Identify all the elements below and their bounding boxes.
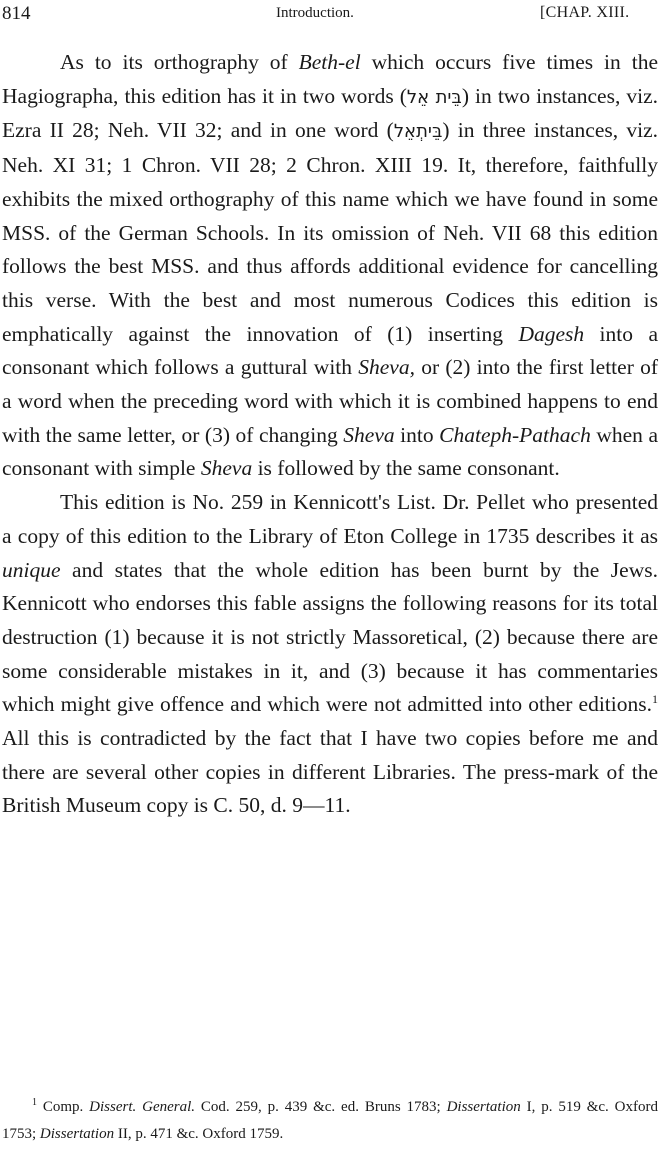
footnote-reference[interactable]: 1 bbox=[652, 692, 658, 707]
italic-term: Sheva bbox=[343, 422, 395, 447]
italic-term: Sheva, bbox=[358, 355, 415, 380]
italic-term: Sheva bbox=[200, 456, 253, 481]
hebrew-text: בֵּיתְאֵל bbox=[393, 121, 443, 143]
chapter-label: [CHAP. XIII. bbox=[540, 4, 630, 21]
running-title: Introduction. bbox=[276, 5, 354, 21]
page-number: 814 bbox=[2, 3, 31, 24]
footnote-marker: 1 bbox=[32, 1097, 37, 1108]
paragraph-kennicott: This edition is No. 259 in Kennicott's List. Dr. Pellet who presented a copy of this edition to the Library of Eton College in 1735 describes it as unique and states that the whole edition has been burnt by the Jews. Kennicott who endorses this fable assigns the following reasons for its total destruction (1) because it is not strictly Massoretical, (2) because there are some considerable mistakes in it, and (3) because it has commentaries which might give offence and which were not admitted into other editions.$^1$ All this is contradicted by the fact that I have two copies before me and there are several other copies in different Libraries. The press-mark of the British Museum copy is C. 50, d. 9—11. bbox=[2, 490, 658, 818]
paragraph-orthography: As to its orthography of Beth-el which occurs five times in the Hagiographa, this edition has it in two words (בֵּית אֵל) in two instances, viz. Ezra II 28; Neh. VII 32; and in one word (בֵּיתְאֵל) in three instances, viz. Neh. XI 31; 1 Chron. VII 28; 2 Chron. XIII 19. It, therefore, faithfully exhibits the mixed orthography of this name which we have found in some MSS. of the German Schools. In its omission of Neh. VII 68 this edition follows the best MSS. and thus affords additional evidence for cancelling this verse. With the best and most numerous Codices this edition is emphatically against the innovation of (1) inserting Dagesh into a consonant which follows a guttural with Sheva, or (2) into the first letter of a word when the preceding word with which it is combined happens to end with the same letter, or (3) of changing Sheva into Chateph-Pathach when a consonant with simple Sheva is followed by the same consonant. bbox=[2, 50, 659, 481]
footnote: $^1$ Comp. Dissert. General. Cod. 259, p. 439 &c. ed. Bruns 1783; Dissertation I, p. 519 &c. Oxford 1753; Dissertation II, p. 471 &c. Oxford 1759. bbox=[2, 1097, 658, 1142]
running-header bbox=[0, 0, 661, 30]
hebrew-text: בֵּית אֵל bbox=[406, 86, 462, 108]
italic-term: unique bbox=[2, 557, 61, 582]
italic-term: Dagesh bbox=[518, 321, 585, 346]
italic-term: Beth-el bbox=[298, 50, 361, 74]
italic-term: Chateph-Pathach bbox=[439, 422, 591, 447]
main-text bbox=[2, 46, 658, 823]
